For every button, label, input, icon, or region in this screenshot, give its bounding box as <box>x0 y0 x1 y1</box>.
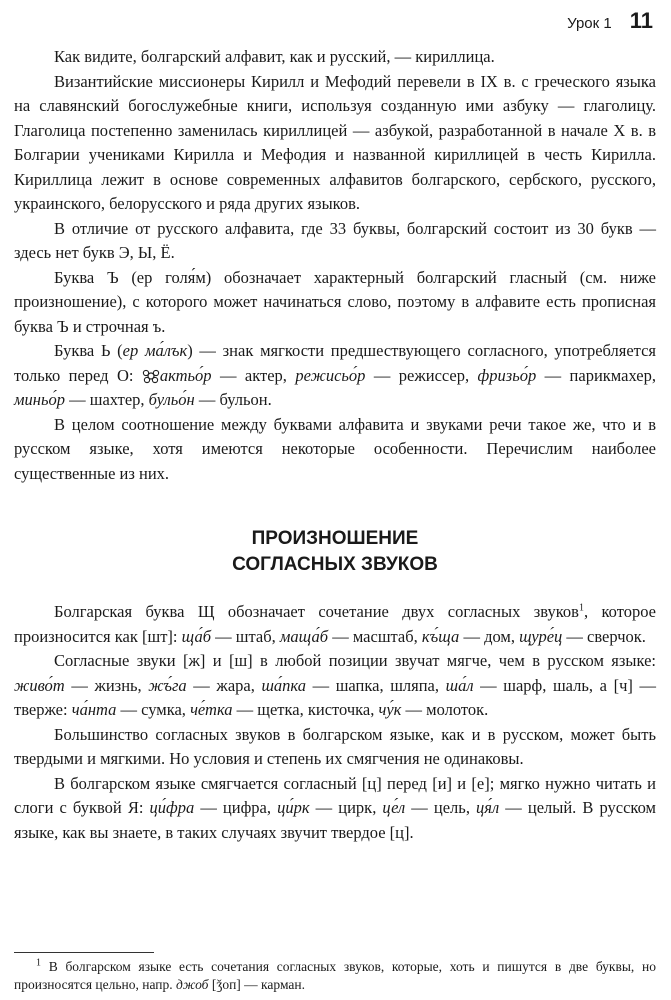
text: — целый. В русском языке, как вы знаете, в таких случаях звучит твердое [ц]. <box>14 798 656 842</box>
footnote-divider <box>14 952 154 953</box>
word: живо́т <box>14 675 65 695</box>
text: — сумка, <box>116 700 191 719</box>
paragraph: Как видите, болгарский алфавит, как и русский, — кириллица. <box>54 47 495 66</box>
text: — цель, <box>405 798 477 817</box>
word: къ́ща <box>421 626 460 646</box>
text: — штаб, <box>211 626 280 646</box>
word: щуре́ц <box>519 626 563 646</box>
text: — сверчок. <box>562 626 646 646</box>
paragraph-ts <box>14 772 656 846</box>
footnote <box>14 958 656 994</box>
word: жъ́га <box>148 675 187 695</box>
flower-icon <box>142 368 160 384</box>
paragraph: В целом соотношение между буквами алфавита и звуками речи такое же, что и в русском языке, хотя имеются некоторые особенности. Перечислим наиболее существенные из них. <box>14 414 656 483</box>
section-heading-line: ПРОИЗНОШЕНИЕ <box>251 528 419 549</box>
text: — цирк, <box>309 798 383 817</box>
word: че́тка <box>190 700 233 719</box>
word: ша́пка <box>261 675 306 695</box>
word: ша́л <box>445 675 474 695</box>
lesson-label: Урок 1 <box>567 15 612 32</box>
text: — дом, <box>459 626 520 646</box>
text: — шарф, шаль, а [ч] — тверже: <box>14 675 656 719</box>
text: [ǯоп] — карман. <box>208 977 305 992</box>
word: джоб <box>176 977 209 992</box>
word: ци́фра <box>149 798 195 817</box>
text: — жизнь, <box>64 675 149 695</box>
text: В болгарском языке смягчается согласный [ц] перед [и] и [е]; мягко нужно читать и слоги с буквой Я: <box>14 773 656 817</box>
paragraph: Большинство согласных звуков в болгарском языке, как и в русском, может быть твердыми и мягкими. Но условия и степень их смягчения не одинаковы. <box>14 724 656 768</box>
page-number: 11 <box>629 8 653 33</box>
footnote-mark: 1 <box>36 957 41 969</box>
paragraph: Буква Ъ (ер голя́м) обозначает характерный болгарский гласный (см. ниже произношение), с которого может начинаться слово, поэтому в алфавите есть прописная буква Ъ и строчная ъ. <box>14 267 656 336</box>
paragraph-sht <box>14 600 656 649</box>
word: ця́л <box>476 798 500 817</box>
text: Болгарская буква Щ обозначает сочетание двух согласных звуков <box>54 602 579 621</box>
text: — цифра, <box>194 798 278 817</box>
term: ер ма́лък <box>122 341 188 360</box>
text: — масштаб, <box>328 626 422 646</box>
text: ) — знак мягкости предшествующего согласного, употребляется только перед О: <box>14 341 656 385</box>
text: В болгарском языке есть сочетания согласных звуков, которые, хоть и пишутся в две буквы, но произносятся цельно, напр. <box>14 959 656 992</box>
section-heading <box>14 526 656 578</box>
page-body <box>14 45 656 845</box>
page-header <box>567 8 653 34</box>
text: — актер, <box>211 365 296 385</box>
paragraph-zh <box>14 649 656 723</box>
paragraph: Византийские миссионеры Кирилл и Мефодий перевели в IX в. с греческого языка на славянский богослужебные книги, используя созданную ими азбуку — глаголицу. Глаголица постепенно заменилась кириллицей — азбукой, разработанной в начале X в. в Болгарии учениками Кирилла и Мефодия и названной кириллицей в честь Кирилла. Кириллица лежит в основе современных алфавитов болгарского, сербского, русского, украинского, белорусского и ряда других языков. <box>14 71 656 213</box>
text: — жара, <box>186 675 262 695</box>
word: ци́рк <box>277 798 310 817</box>
text: Согласные звуки [ж] и [ш] в любой позиции звучат мягче, чем в русском языке: <box>54 651 656 670</box>
footnote-reference: 1 <box>578 602 584 614</box>
text: — шахтер, <box>64 390 149 409</box>
text: — парикмахер, <box>536 365 656 385</box>
text: — щетка, кисточка, <box>232 700 379 719</box>
text: — молоток. <box>401 700 489 719</box>
text: , которое произносится как [шт]: <box>14 602 656 646</box>
word: актьо́р <box>159 365 212 385</box>
word: ща́б <box>181 626 212 646</box>
word: маща́б <box>279 626 329 646</box>
section-heading-line: СОГЛАСНЫХ ЗВУКОВ <box>232 554 438 575</box>
word: ча́нта <box>71 700 117 719</box>
paragraph: В отличие от русского алфавита, где 33 буквы, болгарский состоит из 30 букв — здесь нет букв Э, Ы, Ё. <box>14 218 656 262</box>
word: чу́к <box>378 700 402 719</box>
text: — бульон. <box>194 390 272 409</box>
text: — шапка, шляпа, <box>305 675 446 695</box>
word: фризьо́р <box>477 365 537 385</box>
word: бульо́н <box>148 390 195 409</box>
text: — режиссер, <box>365 365 478 385</box>
word: миньо́р <box>14 390 65 409</box>
paragraph-soft-sign <box>14 339 656 413</box>
word: це́л <box>382 798 406 817</box>
text: Буква Ь ( <box>54 341 123 360</box>
word: режисьо́р <box>295 365 366 385</box>
